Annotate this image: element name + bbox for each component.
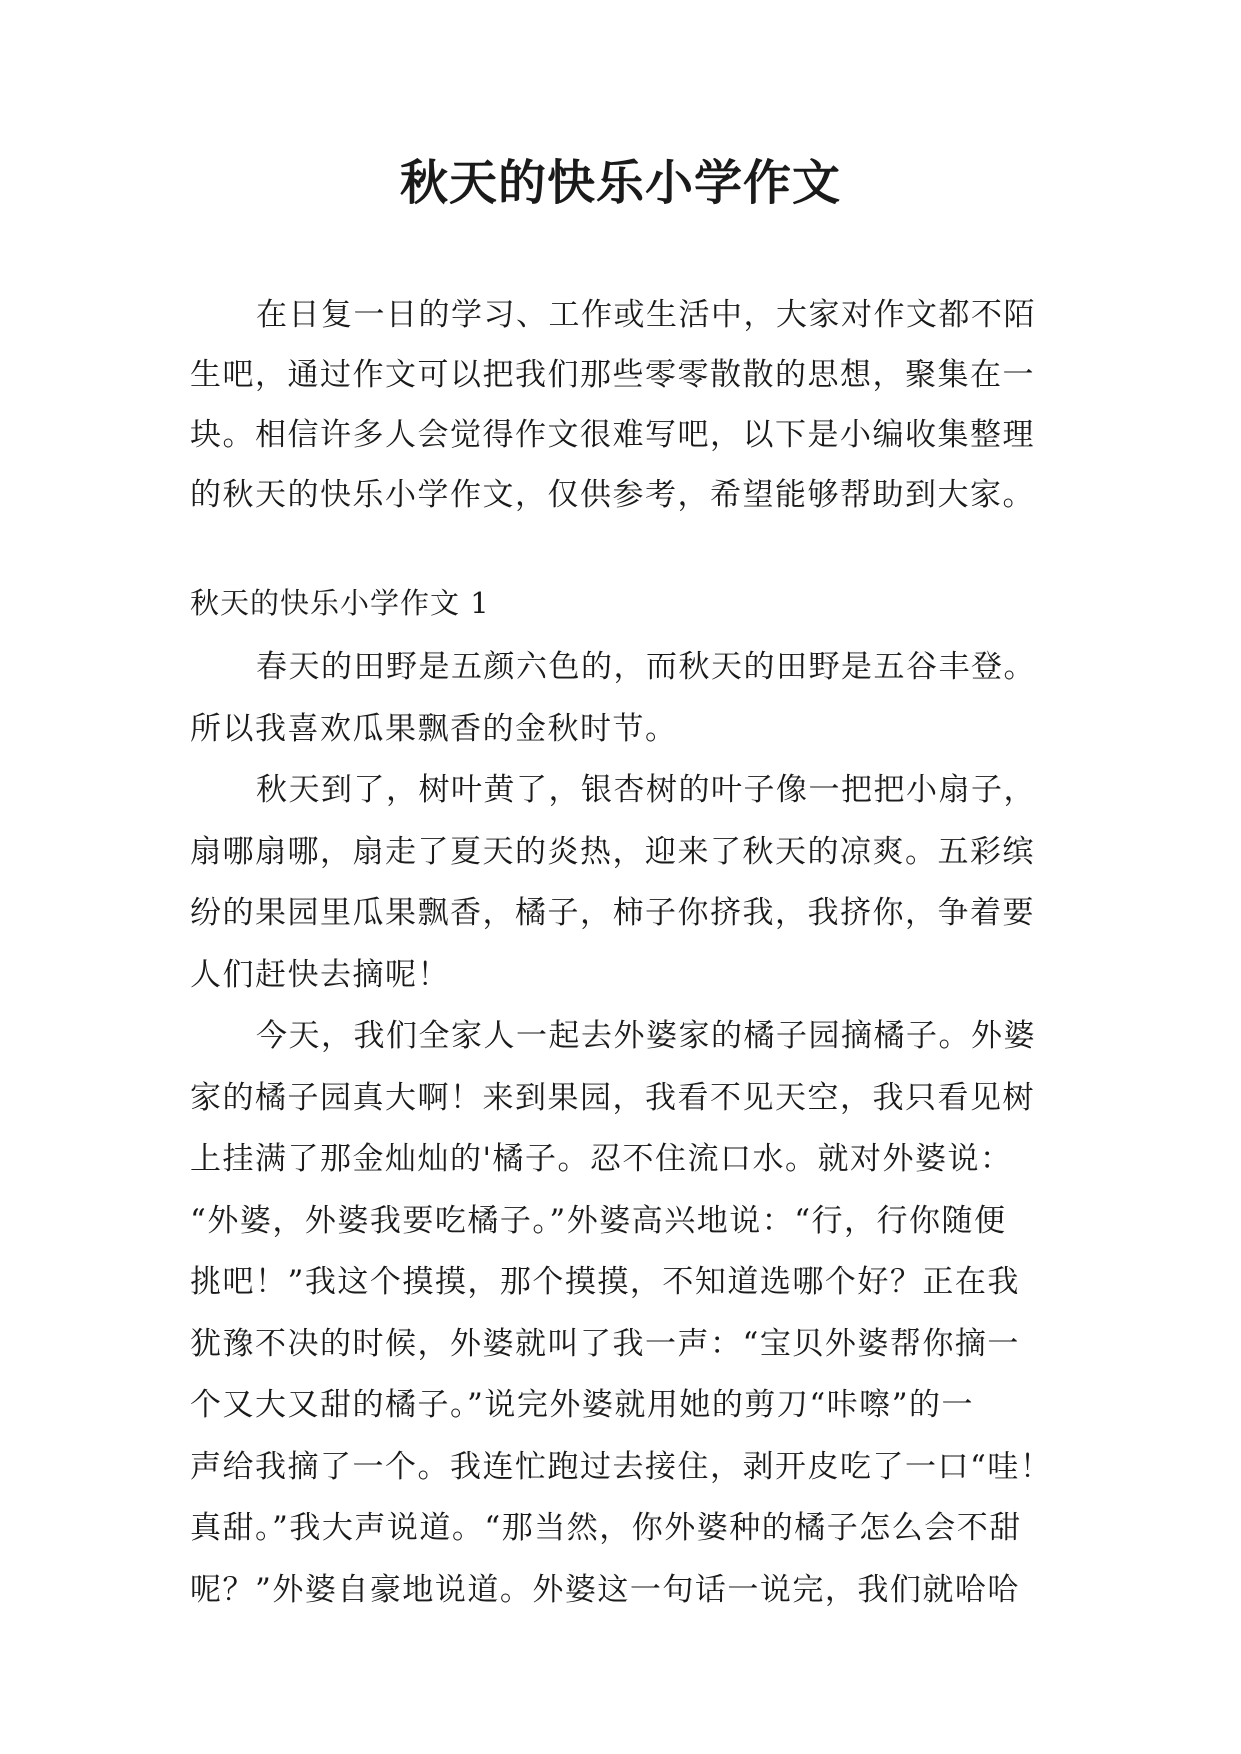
- essay-line: 呢？”外婆自豪地说道。外婆这一句话一说完，我们就哈哈: [190, 1571, 1020, 1608]
- intro-paragraph: [190, 285, 1060, 525]
- essay-line: “外婆，外婆我要吃橘子。”外婆高兴地说：“行，行你随便: [190, 1202, 1007, 1239]
- essay-line: 上挂满了那金灿灿的'橘子。忍不住流口水。就对外婆说：: [190, 1141, 1013, 1177]
- essay-line: 犹豫不决的时候，外婆就叫了我一声：“宝贝外婆帮你摘一: [190, 1325, 1020, 1362]
- essay-line: 春天的田野是五颜六色的，而秋天的田野是五谷丰登。: [256, 649, 1036, 685]
- intro-line: 的秋天的快乐小学作文，仅供参考，希望能够帮助到大家。: [190, 477, 1035, 513]
- essay-line: 挑吧！”我这个摸摸，那个摸摸，不知道选哪个好？正在我: [190, 1264, 1020, 1300]
- essay-line: 纷的果园里瓜果飘香，橘子，柿子你挤我，我挤你，争着要: [190, 895, 1035, 931]
- essay-line: 今天，我们全家人一起去外婆家的橘子园摘橘子。外婆: [256, 1018, 1036, 1054]
- essay-line: 扇哪扇哪，扇走了夏天的炎热，迎来了秋天的凉爽。五彩缤: [190, 833, 1035, 870]
- intro-line: 生吧，通过作文可以把我们那些零零散散的思想，聚集在一: [190, 357, 1035, 393]
- essay-line: 家的橘子园真大啊！来到果园，我看不见天空，我只看见树: [190, 1079, 1035, 1116]
- essay-line: 个又大又甜的橘子。”说完外婆就用她的剪刀“咔嚓”的一: [190, 1387, 975, 1423]
- intro-line: 块。相信许多人会觉得作文很难写吧，以下是小编收集整理: [190, 417, 1035, 453]
- essay-line: 人们赶快去摘呢！: [190, 956, 450, 993]
- section-heading: 秋天的快乐小学作文 1: [190, 586, 490, 620]
- essay-line: 所以我喜欢瓜果飘香的金秋时节。: [190, 710, 678, 747]
- page-title: 秋天的快乐小学作文: [399, 155, 841, 211]
- essay-line: 真甜。”我大声说道。“那当然，你外婆种的橘子怎么会不甜: [190, 1510, 1022, 1546]
- essay-body: [190, 637, 1060, 1621]
- essay-line: 秋天到了，树叶黄了，银杏树的叶子像一把把小扇子，: [256, 772, 1036, 808]
- intro-line: 在日复一日的学习、工作或生活中，大家对作文都不陌: [256, 297, 1036, 333]
- essay-line: 声给我摘了一个。我连忙跑过去接住，剥开皮吃了一口“哇！: [190, 1448, 1053, 1485]
